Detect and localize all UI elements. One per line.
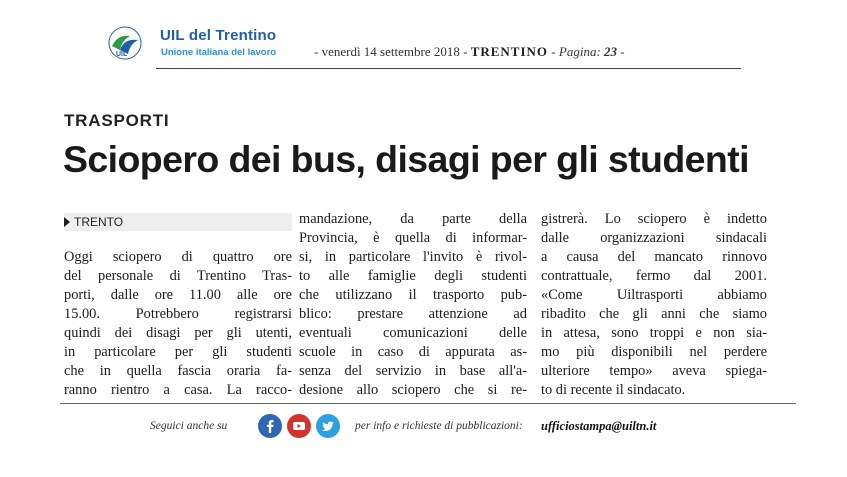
text-line: to alle famiglie degli studenti — [299, 268, 527, 284]
text-line: blico: prestare attenzione ad — [299, 306, 527, 322]
text-line: «Come Uiltrasporti abbiamo — [541, 287, 767, 303]
text-line: ulteriore tempo» aveva spiega- — [541, 363, 767, 379]
text-line: in particolare per gli studenti — [64, 344, 292, 360]
separator: - — [551, 44, 556, 59]
text-line: si, in particolare l'invito è rivol- — [299, 249, 527, 265]
facebook-icon[interactable] — [258, 414, 282, 438]
text-line: porti, dalle ore 11.00 alle ore — [64, 287, 292, 303]
publication-date: - venerdì 14 settembre 2018 - — [314, 44, 468, 59]
dateline-marker-icon — [64, 217, 70, 227]
section-label: TRASPORTI — [64, 111, 170, 130]
text-line: mandazione, da parte della — [299, 211, 527, 227]
info-text: per info e richieste di pubblicazioni: — [355, 420, 523, 432]
text-line: in attesa, sono troppi e non sia- — [541, 325, 767, 341]
text-line: eventuali comunicazioni delle — [299, 325, 527, 341]
header-divider — [156, 68, 741, 69]
text-line: 15.00. Potrebbero registrarsi — [64, 306, 292, 322]
svg-text:UIL: UIL — [116, 51, 128, 58]
text-line: mo più disponibili nel perdere — [541, 344, 767, 360]
text-line: che in quella fascia oraria fa- — [64, 363, 292, 379]
text-line: ribadito che gli anni che siamo — [541, 306, 767, 322]
page-label: Pagina: — [558, 44, 601, 59]
footer-divider — [60, 403, 796, 404]
org-subtitle: Unione italiana del lavoro — [161, 47, 277, 58]
text-line: Oggi sciopero di quattro ore — [64, 249, 292, 265]
text-line: quindi dei disagi per gli utenti, — [64, 325, 292, 341]
clipping-header — [0, 0, 847, 75]
page-suffix: - — [620, 44, 625, 59]
text-line: del personale di Trentino Tras- — [64, 268, 292, 284]
text-line: ranno rientro a casa. La racco- — [64, 382, 292, 398]
dateline-place: TRENTO — [74, 215, 124, 229]
uil-logo — [108, 26, 142, 60]
publication-info — [314, 44, 625, 60]
youtube-icon[interactable] — [287, 414, 311, 438]
page-number: 23 — [604, 44, 618, 59]
text-line: dalle organizzazioni sindacali — [541, 230, 767, 246]
text-line: to di recente il sindacato. — [541, 382, 686, 398]
text-line: desione allo sciopero che si re- — [299, 382, 527, 398]
text-line: che utilizzano il trasporto pub- — [299, 287, 527, 303]
follow-us-text: Seguici anche su — [150, 420, 228, 432]
dateline — [64, 213, 292, 231]
org-name: UIL del Trentino — [160, 27, 277, 44]
article-column-2 — [299, 210, 527, 400]
article-headline: Sciopero dei bus, disagi per gli studenti — [63, 138, 749, 180]
twitter-icon[interactable] — [316, 414, 340, 438]
text-line: Provincia, è quella di informar- — [299, 230, 527, 246]
article-column-3 — [541, 210, 767, 400]
text-line: scuole in caso di appurata as- — [299, 344, 527, 360]
article-column-1 — [64, 248, 292, 400]
contact-email[interactable]: ufficiostampa@uiltn.it — [541, 419, 657, 433]
text-line: senza del servizio in base all'a- — [299, 363, 527, 379]
text-line: contrattuale, fermo dal 2001. — [541, 268, 767, 284]
text-line: a causa del mancato rinnovo — [541, 249, 767, 265]
newspaper-name: TRENTINO — [470, 44, 549, 59]
text-line: gistrerà. Lo sciopero è indetto — [541, 211, 767, 227]
